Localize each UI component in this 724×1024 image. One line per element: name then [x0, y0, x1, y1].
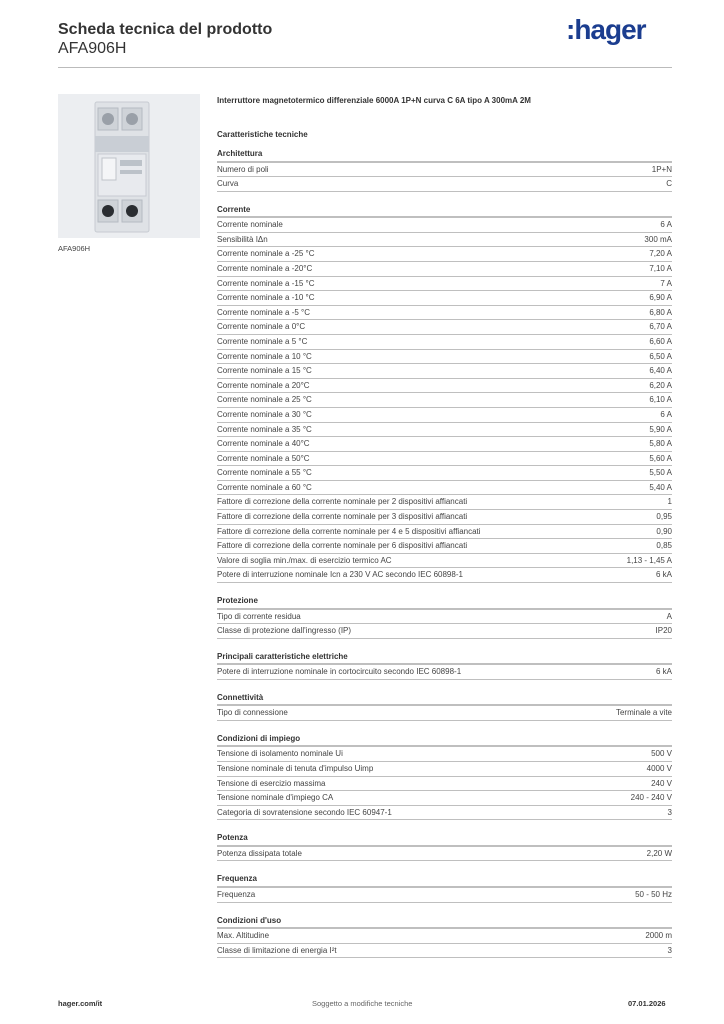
- spec-content: [217, 96, 672, 968]
- spec-table: [217, 608, 672, 639]
- spec-label: Valore di soglia min./max. di esercizio termico AC: [217, 555, 392, 565]
- spec-row: [217, 423, 672, 438]
- spec-value: 500 V: [651, 749, 672, 759]
- spec-section: [217, 871, 672, 902]
- spec-value: 6 A: [660, 220, 672, 230]
- spec-value: 1,13 - 1,45 A: [626, 555, 672, 565]
- spec-label: Corrente nominale a -5 °C: [217, 307, 311, 317]
- spec-table: [217, 745, 672, 820]
- spec-label: Corrente nominale a 30 °C: [217, 409, 312, 419]
- spec-table: [217, 704, 672, 721]
- spec-label: Tensione nominale di tenuta d'impulso Uimp: [217, 764, 374, 773]
- spec-row: [217, 762, 672, 777]
- spec-label: Corrente nominale a 60 °C: [217, 482, 312, 492]
- spec-section: [217, 146, 672, 192]
- spec-row: [217, 539, 672, 554]
- spec-label: Tensione di isolamento nominale Ui: [217, 749, 343, 759]
- spec-row: [217, 887, 672, 903]
- spec-value: 240 V: [651, 778, 672, 788]
- spec-value: 5,60 A: [649, 453, 672, 463]
- header-divider: [58, 67, 672, 68]
- section-title: Condizioni di impiego: [217, 733, 301, 743]
- spec-row: [217, 393, 672, 408]
- spec-row: [217, 495, 672, 510]
- spec-value: 240 - 240 V: [630, 793, 672, 803]
- spec-row: [217, 233, 672, 248]
- spec-label: Corrente nominale a 35 °C: [217, 424, 312, 434]
- spec-section: [217, 690, 672, 721]
- spec-row: [217, 568, 672, 583]
- section-title: Architettura: [217, 149, 263, 158]
- spec-label: Corrente nominale a 40°C: [217, 439, 310, 449]
- spec-row: [217, 217, 672, 233]
- spec-label: Classe di limitazione di energia I²t: [217, 945, 337, 955]
- section-title: Frequenza: [217, 874, 258, 884]
- spec-value: 5,40 A: [649, 482, 672, 492]
- spec-value: 5,50 A: [649, 468, 672, 478]
- spec-label: Corrente nominale a 55 °C: [217, 468, 312, 478]
- spec-label: Tipo di connessione: [217, 708, 288, 718]
- spec-value: 3: [667, 945, 672, 955]
- spec-label: Potere di interruzione nominale in cortocircuito secondo IEC 60898-1: [217, 667, 462, 677]
- section-title: Corrente: [217, 204, 251, 214]
- spec-row: [217, 777, 672, 792]
- hager-logo[interactable]: :hager: [566, 14, 646, 45]
- spec-label: Corrente nominale a -10 °C: [217, 293, 315, 303]
- product-code: AFA906H: [58, 40, 127, 57]
- spec-row: [217, 624, 672, 639]
- spec-value: 1P+N: [651, 164, 672, 174]
- spec-value: 3: [667, 807, 672, 817]
- spec-value: C: [666, 179, 672, 189]
- spec-value: A: [666, 611, 672, 621]
- spec-label: Corrente nominale a 20°C: [217, 380, 310, 390]
- spec-row: [217, 162, 672, 178]
- spec-value: 6,20 A: [649, 380, 672, 390]
- footer-date: 07.01.2026: [628, 999, 666, 1008]
- spec-value: IP20: [655, 626, 672, 636]
- spec-value: 1: [667, 497, 672, 507]
- spec-value: 6,90 A: [649, 293, 672, 303]
- spec-value: 6,70 A: [649, 322, 672, 332]
- spec-row: [217, 746, 672, 762]
- spec-row: [217, 846, 672, 862]
- spec-label: Corrente nominale a 5 °C: [217, 336, 308, 346]
- spec-label: Sensibilità IΔn: [217, 234, 268, 244]
- spec-value: 0,95: [656, 512, 672, 522]
- spec-label: Potenza dissipata totale: [217, 848, 302, 858]
- spec-row: [217, 320, 672, 335]
- spec-label: Corrente nominale a 0°C: [217, 322, 306, 332]
- spec-label: Corrente nominale: [217, 220, 283, 230]
- spec-row: [217, 705, 672, 721]
- spec-value: 7,20 A: [649, 249, 672, 259]
- product-description: Interruttore magnetotermico differenziale 6000A 1P+N curva C 6A tipo A 300mA 2M: [217, 96, 531, 105]
- footer-website-link[interactable]: hager.com/it: [58, 999, 103, 1008]
- spec-value: 4000 V: [646, 764, 672, 773]
- spec-label: Corrente nominale a -25 °C: [217, 249, 315, 259]
- section-title: Condizioni d'uso: [217, 915, 282, 925]
- spec-sections: [217, 146, 672, 958]
- spec-value: 6,50 A: [649, 351, 672, 361]
- spec-section: [217, 593, 672, 639]
- spec-row: [217, 306, 672, 321]
- spec-label: Corrente nominale a -15 °C: [217, 278, 315, 288]
- spec-table: [217, 886, 672, 903]
- spec-row: [217, 262, 672, 277]
- section-title: Connettività: [217, 692, 264, 702]
- spec-label: Curva: [217, 179, 239, 189]
- spec-value: 0,85: [656, 541, 672, 551]
- spec-label: Corrente nominale a -20°C: [217, 263, 313, 273]
- spec-label: Tipo di corrente residua: [217, 611, 301, 621]
- spec-value: 5,90 A: [649, 424, 672, 434]
- spec-row: [217, 379, 672, 394]
- spec-row: [217, 791, 672, 806]
- spec-section: [217, 913, 672, 959]
- spec-row: [217, 525, 672, 540]
- spec-label: Corrente nominale a 15 °C: [217, 366, 312, 376]
- spec-row: [217, 437, 672, 452]
- spec-section: [217, 649, 672, 680]
- spec-label: Categoria di sovratensione secondo IEC 60947-1: [217, 807, 392, 817]
- spec-value: 6,10 A: [649, 395, 672, 405]
- spec-value: 6,60 A: [649, 336, 672, 346]
- spec-value: 6,40 A: [649, 366, 672, 376]
- circuit-breaker-picture: [58, 94, 200, 238]
- spec-label: Fattore di correzione della corrente nominale per 2 dispositivi affiancati: [217, 497, 468, 507]
- spec-label: Fattore di correzione della corrente nominale per 4 e 5 dispositivi affiancati: [217, 526, 481, 536]
- spec-section: [217, 830, 672, 861]
- spec-value: 300 mA: [644, 234, 672, 244]
- spec-value: 7 A: [660, 278, 672, 288]
- spec-table: [217, 927, 672, 958]
- spec-value: 7,10 A: [649, 263, 672, 273]
- spec-table: [217, 845, 672, 862]
- spec-value: 2,20 W: [646, 848, 672, 858]
- spec-row: [217, 466, 672, 481]
- spec-row: [217, 609, 672, 625]
- spec-label: Corrente nominale a 50°C: [217, 453, 310, 463]
- spec-label: Potere di interruzione nominale Icn a 230 V AC secondo IEC 60898-1: [217, 570, 463, 580]
- spec-row: [217, 806, 672, 821]
- spec-label: Corrente nominale a 25 °C: [217, 395, 312, 405]
- section-title: Principali caratteristiche elettriche: [217, 651, 348, 661]
- spec-row: [217, 364, 672, 379]
- section-title: Potenza: [217, 833, 248, 843]
- image-caption: AFA906H: [58, 244, 91, 253]
- spec-table: [217, 216, 672, 583]
- spec-label: Classe di protezione dall'ingresso (IP): [217, 626, 352, 636]
- spec-table: [217, 161, 672, 192]
- spec-value: 5,80 A: [649, 439, 672, 449]
- spec-value: 6 kA: [655, 667, 672, 677]
- spec-label: Numero di poli: [217, 164, 269, 174]
- spec-row: [217, 408, 672, 423]
- spec-label: Frequenza: [217, 889, 256, 899]
- product-image: [58, 94, 200, 238]
- spec-row: [217, 664, 672, 680]
- spec-value: 2000 m: [645, 931, 672, 941]
- spec-row: [217, 510, 672, 525]
- spec-row: [217, 335, 672, 350]
- spec-row: [217, 928, 672, 944]
- spec-row: [217, 291, 672, 306]
- section-title: Protezione: [217, 596, 258, 606]
- spec-label: Tensione nominale d'impiego CA: [217, 793, 334, 803]
- spec-row: [217, 350, 672, 365]
- spec-value: 6 kA: [655, 570, 672, 580]
- spec-row: [217, 554, 672, 569]
- spec-section: [217, 731, 672, 820]
- spec-value: 6 A: [660, 409, 672, 419]
- spec-section: [217, 202, 672, 583]
- footer-note: Soggetto a modifiche tecniche: [312, 999, 413, 1008]
- spec-row: [217, 277, 672, 292]
- spec-table: [217, 663, 672, 680]
- spec-row: [217, 452, 672, 467]
- spec-heading: Caratteristiche tecniche: [217, 130, 308, 139]
- page-title: Scheda tecnica del prodotto: [58, 21, 273, 38]
- spec-label: Fattore di correzione della corrente nominale per 3 dispositivi affiancati: [217, 512, 468, 522]
- spec-row: [217, 177, 672, 192]
- spec-row: [217, 481, 672, 496]
- spec-value: Terminale a vite: [615, 708, 672, 718]
- spec-row: [217, 247, 672, 262]
- spec-label: Tensione di esercizio massima: [217, 778, 326, 788]
- logo-text: hager: [574, 14, 646, 45]
- spec-value: 6,80 A: [649, 307, 672, 317]
- spec-row: [217, 944, 672, 959]
- spec-value: 0,90: [656, 526, 672, 536]
- spec-label: Corrente nominale a 10 °C: [217, 351, 312, 361]
- spec-label: Fattore di correzione della corrente nominale per 6 dispositivi affiancati: [217, 541, 468, 551]
- spec-label: Max. Altitudine: [217, 931, 270, 941]
- spec-value: 50 - 50 Hz: [635, 889, 672, 899]
